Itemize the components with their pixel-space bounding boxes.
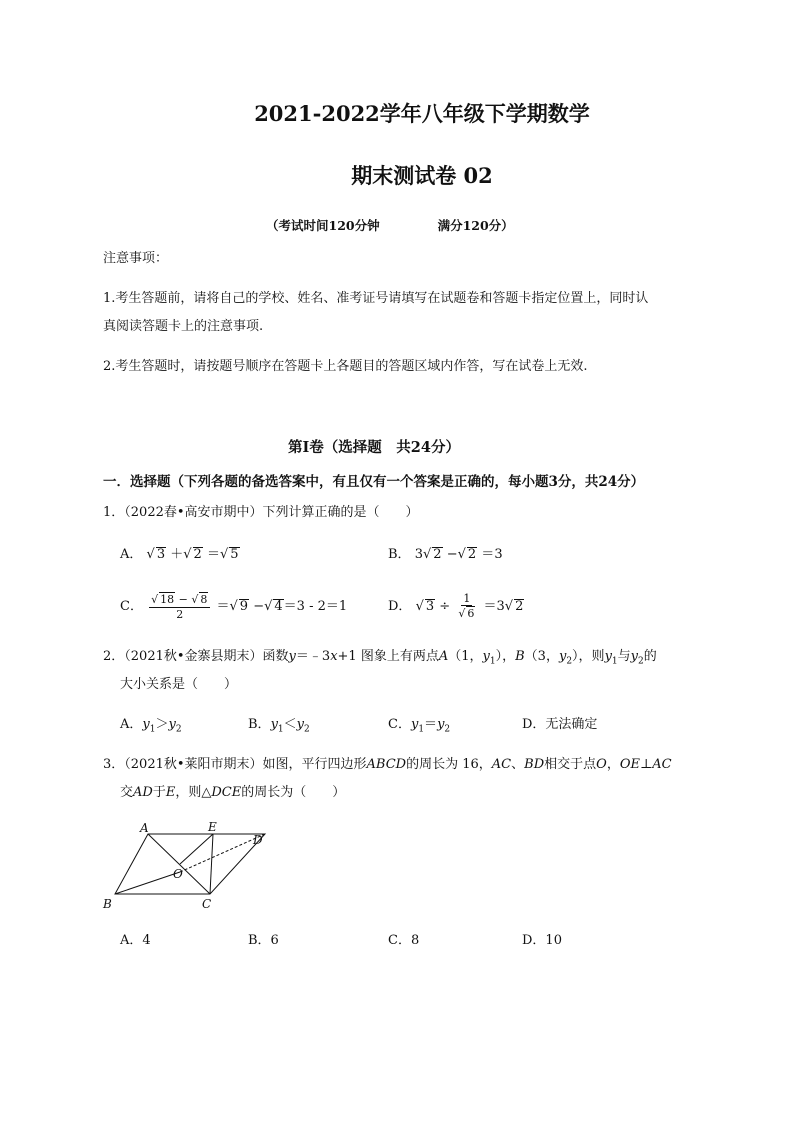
q1-c-num1: 18 xyxy=(160,593,175,606)
q3-jiao: 交 xyxy=(120,785,134,800)
q1-option-d-label: D． xyxy=(388,599,412,614)
q1-d-coef: 3 xyxy=(496,599,505,614)
label-a: A xyxy=(140,821,149,835)
q3-option-c: C．8 xyxy=(388,933,420,948)
section-title: 一．选择题（下列各题的备选答案中，有且仅有一个答案是正确的，每小题3分，共24分） xyxy=(103,474,645,490)
q1-a-radicand1: 3 xyxy=(156,547,166,562)
q1-number: 1． xyxy=(103,505,125,520)
note-item-1-line2: 真阅读答题卡上的注意事项. xyxy=(103,319,264,334)
q3-yu: 于 xyxy=(152,785,166,800)
q1-option-c: C． $\frac{√ 18 - √ 8}{2}$ ＝√ 9 −√ 4＝3 - 2＝1 xyxy=(120,593,348,621)
q2-option-a: A．$y_1>y_2$ xyxy=(120,717,182,735)
label-o: O xyxy=(173,867,183,881)
q1-d-den: 6 xyxy=(467,607,475,620)
q1-stem xyxy=(103,500,419,526)
parallelogram-abcd xyxy=(115,834,265,894)
q3-stem-line1: 3．（2021秋•莱阳市期末）如图，平行四边形ABCD的周长为 16，AC、BD相交于点O，OE⊥AC xyxy=(103,757,672,772)
q1-c-radicand1: 9 xyxy=(239,599,249,614)
q3-number: 3． xyxy=(103,757,125,772)
q2-point-a: （1， xyxy=(448,649,483,664)
q3-comma: ， xyxy=(606,757,620,772)
label-d: D xyxy=(253,833,263,847)
q1-b-result: 3 xyxy=(494,547,503,562)
q1-c-tail: ＝3 - 2＝1 xyxy=(283,599,348,614)
exam-title-line1: 2021-2022学年八年级下学期数学 xyxy=(254,101,590,126)
q1-source: （2022春•高安市期中）下列计算正确的是（ ） xyxy=(124,505,419,520)
q1-d-radicand1: 3 xyxy=(425,599,435,614)
q2-option-b-label: B． xyxy=(248,717,271,732)
q1-c-radicand2: 4 xyxy=(274,599,283,614)
parallelogram-figure xyxy=(98,818,278,918)
label-e: E xyxy=(208,820,217,834)
q3-option-b: B．6 xyxy=(248,933,279,948)
q2-option-c-label: C． xyxy=(388,717,411,732)
q3-intersect: 相交于点 xyxy=(544,757,597,772)
q1-option-b-label: B． xyxy=(388,547,411,562)
q1-option-a-label: A． xyxy=(120,547,143,562)
exam-title-line2: 期末测试卷 02 xyxy=(351,163,493,188)
q3-perimeter: 的周长为 16， xyxy=(406,757,492,772)
q2-option-a-label: A． xyxy=(120,717,143,732)
q2-option-c: C．$y_1=y_2$ xyxy=(388,717,451,735)
q2-and: 与 xyxy=(617,649,631,664)
q1-option-a: A． √ 3 ＋√ 2 ＝√ 5 xyxy=(120,547,239,562)
q3-sep: 、 xyxy=(511,757,525,772)
q1-option-d: D． √ 3 ÷ $\frac{1}{√ 6}$ ＝3√ 2 xyxy=(388,592,524,620)
q1-c-fraction: $\frac{√ 18 - √ 8}{2}$ xyxy=(149,592,210,621)
q2-stem-line2: 大小关系是（ ） xyxy=(120,677,238,692)
note-item-2: 2.考生答题时，请按题号顺序在答题卡上各题目的答题区域内作答，写在试卷上无效. xyxy=(103,359,588,374)
q2-func: ＝﹣3 xyxy=(295,649,331,664)
q1-option-c-label: C． xyxy=(120,599,143,614)
q3-then: ，则△ xyxy=(175,785,212,800)
q1-c-num2: 8 xyxy=(200,593,208,606)
label-b: B xyxy=(103,897,112,911)
note-item-1-line1: 1.考生答题前，请将自己的学校、姓名、准考证号请填写在试题卷和答题卡指定位置上，同时认 xyxy=(103,291,649,306)
q1-d-radicand2: 2 xyxy=(515,599,524,614)
q2-source: （2021秋•金寨县期末）函数 xyxy=(124,649,289,664)
q3-ask: 的周长为（ ） xyxy=(241,785,346,800)
q1-d-num: 1 xyxy=(463,592,471,605)
q1-c-den: 2 xyxy=(176,608,184,621)
q2-point-b: （3， xyxy=(524,649,559,664)
q1-a-radicand2: 2 xyxy=(193,547,202,562)
q1-b-radicand1: 2 xyxy=(433,547,442,562)
q2-option-b: B．$y_1<y_2$ xyxy=(248,717,310,735)
q2-mid: +1 图象上有两点 xyxy=(337,649,439,664)
q1-option-b: B． 3√ 2 −√ 2 ＝3 xyxy=(388,547,503,562)
q3-option-a: A．4 xyxy=(120,933,151,948)
exam-time-score xyxy=(266,216,514,234)
label-c: C xyxy=(202,897,212,911)
notes-heading: 注意事项： xyxy=(103,251,169,266)
q2-de: 的 xyxy=(643,649,657,664)
q1-a-radicand3: 5 xyxy=(230,547,239,562)
segment-ec xyxy=(210,834,213,894)
q3-stem-line2: 交AD于E，则△DCE的周长为（ ） xyxy=(120,785,346,800)
exam-score: 满分120分） xyxy=(437,218,514,233)
diagonal-ac xyxy=(148,834,210,894)
exam-time: （考试时间120分钟 xyxy=(266,218,380,233)
part-title: 第Ⅰ卷（选择题 共24分） xyxy=(288,439,460,456)
q1-d-fraction: $\frac{1}{√ 6}$ xyxy=(458,592,475,620)
q2-stem-line1: 2．（2021秋•金寨县期末）函数y＝﹣3x+1 图象上有两点A（1，$y_1$），B（3，$y_2$），则$y_1$与$y_2$的 xyxy=(103,649,657,667)
q2-then: ），则 xyxy=(572,649,605,664)
q2-number: 2． xyxy=(103,649,125,664)
q3-option-d: D．10 xyxy=(522,933,562,948)
q2-option-d: D．无法确定 xyxy=(522,717,598,732)
q1-b-radicand2: 2 xyxy=(467,547,477,562)
q3-source: （2021秋•莱阳市期末）如图，平行四边形 xyxy=(124,757,367,772)
q1-b-coef: 3 xyxy=(414,547,423,562)
